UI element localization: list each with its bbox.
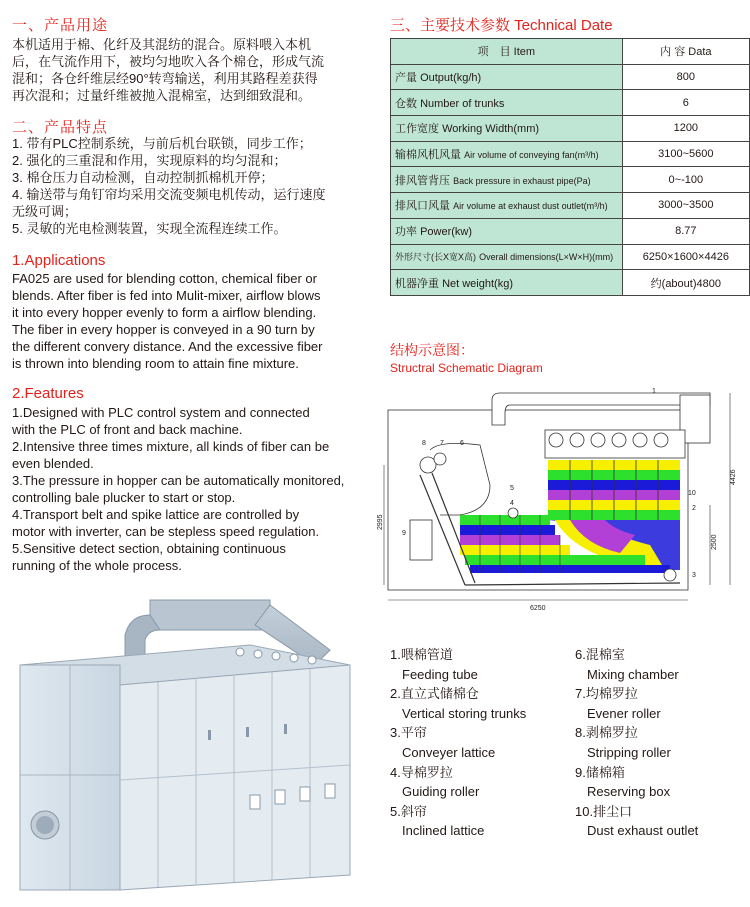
diagram-title-en: Structral Schematic Diagram — [390, 361, 543, 375]
feat-en-line: motor with inverter, can be stepless speed regulation. — [12, 524, 320, 539]
feat-line: 1. 带有PLC控制系统，与前后机台联锁，同步工作； — [12, 136, 312, 151]
app-line: blends. After fiber is fed into Mulit-mixer, airflow blows — [12, 288, 321, 303]
app-line: it into every hopper evenly to form a airflow blending. — [12, 305, 317, 320]
legend-item-en: Feeding tube — [402, 666, 478, 682]
callout-3: 3 — [692, 572, 696, 579]
spec-header-item: 项 目 Item — [391, 39, 623, 65]
legend-item-cn: 10.排尘口 — [575, 803, 633, 819]
spec-row-label — [391, 244, 623, 270]
legend-col2 — [575, 645, 745, 841]
app-title-en: 1.Applications — [12, 252, 106, 269]
spec-cn: 外形尺寸(长X宽X高) — [395, 252, 477, 263]
spec-en: Number of trunks — [420, 97, 505, 110]
spec-row-value: 约(about)4800 — [622, 270, 749, 296]
spec-cn: 排风管背压 — [395, 174, 450, 187]
feat-body-en — [12, 404, 351, 574]
feat-en-line: 5.Sensitive detect section, obtaining continuous — [12, 541, 286, 556]
app-line: is thrown into blending room to attain fine mixture. — [12, 356, 299, 371]
feat-en-line: with the PLC of front and back machine. — [12, 422, 243, 437]
spec-cn: 输棉风机风量 — [395, 149, 461, 162]
spec-row-label — [391, 167, 623, 193]
use-title-cn: 一、产品用途 — [12, 17, 109, 34]
spec-cn: 功率 — [395, 226, 417, 239]
legend-item-cn: 3.平帘 — [390, 725, 427, 741]
callout-7: 7 — [440, 440, 444, 447]
feat-en-line: even blended. — [12, 456, 94, 471]
callout-10: 10 — [688, 490, 696, 497]
feeding-tube — [492, 393, 710, 425]
app-line: the different convery distance. And the excessive fiber — [12, 339, 323, 354]
feat-en-line: 1.Designed with PLC control system and connected — [12, 405, 310, 420]
callout-8: 8 — [422, 440, 426, 447]
spec-row-value: 6 — [622, 90, 749, 116]
callout-9: 9 — [402, 530, 406, 537]
spec-cn: 机器净重 — [395, 277, 439, 290]
legend-item-en: Evener roller — [587, 705, 661, 721]
app-line: FA025 are used for blending cotton, chemical fiber or — [12, 271, 317, 286]
legend-item-cn: 2.直立式储棉仓 — [390, 686, 479, 702]
spec-header-row — [391, 39, 750, 65]
feat-line: 无级可调； — [12, 204, 78, 219]
legend-item-en: Conveyer lattice — [402, 744, 496, 760]
spec-en: Power(kw) — [420, 226, 473, 239]
callout-4: 4 — [510, 500, 514, 507]
spec-row — [391, 167, 750, 193]
spec-en: Net weight(kg) — [442, 277, 513, 290]
spec-row — [391, 270, 750, 296]
feat-line: 2. 强化的三重混和作用，实现原料的均匀混和； — [12, 153, 287, 168]
spec-cn: 仓数 — [395, 97, 417, 110]
legend-item-cn: 8.剥棉罗拉 — [575, 725, 638, 741]
use-line: 本机适用于棉、化纤及其混纺的混合。原料喂入本机 — [12, 37, 312, 52]
spec-row-value: 800 — [622, 64, 749, 90]
dim-height: 4426 — [730, 469, 737, 485]
dim-left: 2995 — [377, 514, 384, 530]
callout-5: 5 — [510, 485, 514, 492]
feat-title-cn: 二、产品特点 — [12, 119, 109, 136]
callout-2: 2 — [692, 505, 696, 512]
feat-en-line: 2.Intensive three times mixture, all kinds of fiber can be — [12, 439, 330, 454]
spec-row-value: 8.77 — [622, 218, 749, 244]
storage-trunks — [548, 460, 680, 520]
spec-row-label — [391, 141, 623, 167]
spec-row-value: 0~-100 — [622, 167, 749, 193]
spec-en: Back pressure in exhaust pipe(Pa) — [453, 175, 591, 186]
feat-en-line: 4.Transport belt and spike lattice are controlled by — [12, 507, 300, 522]
feat-body-cn — [12, 135, 357, 237]
spec-en: Output(kg/h) — [420, 72, 482, 85]
spec-table — [390, 38, 750, 296]
app-line: The fiber in every hopper is conveyed in a 90 turn by — [12, 322, 315, 337]
structure-diagram — [377, 385, 745, 615]
spec-row — [391, 193, 750, 219]
legend-item-en: Stripping roller — [587, 744, 671, 760]
use-body-cn — [12, 36, 357, 104]
spec-row-label — [391, 193, 623, 219]
machine-photo — [10, 590, 355, 900]
spec-row-label — [391, 116, 623, 142]
spec-row — [391, 141, 750, 167]
legend-col1 — [390, 645, 570, 841]
spec-en: Overall dimensions(L×W×H)(mm) — [479, 252, 614, 263]
feat-title-en: 2.Features — [12, 385, 84, 402]
feat-line: 5. 灵敏的光电检测装置，实现全流程连续工作。 — [12, 221, 287, 236]
spec-row-label — [391, 270, 623, 296]
dim-right: 2500 — [711, 534, 718, 550]
spec-row-value: 3000~3500 — [622, 193, 749, 219]
callout-1: 1 — [652, 388, 656, 395]
use-line: 后，在气流作用下，被均匀地吹入各个棉仓，形成气流 — [12, 54, 325, 69]
dim-width: 6250 — [530, 605, 546, 612]
use-line: 再次混和；过量纤维被抛入混棉室，达到细致混和。 — [12, 88, 312, 103]
spec-cn: 工作宽度 — [395, 123, 439, 136]
legend-item-en: Reserving box — [587, 784, 671, 800]
legend-item-en: Inclined lattice — [402, 823, 485, 839]
spec-cn: 排风口风量 — [395, 200, 450, 213]
legend-item-cn: 5.斜帘 — [390, 803, 427, 819]
spec-row — [391, 218, 750, 244]
callout-6: 6 — [460, 440, 464, 447]
feat-en-line: 3.The pressure in hopper can be automatically monitored, — [12, 473, 345, 488]
feat-en-line: running of the whole process. — [12, 558, 182, 573]
spec-row — [391, 64, 750, 90]
legend-item-en: Guiding roller — [402, 784, 480, 800]
feat-en-line: controlling bale plucker to start or stop. — [12, 490, 236, 505]
spec-row — [391, 90, 750, 116]
spec-en: Working Width(mm) — [442, 123, 540, 136]
feat-line: 4. 输送带与角钉帘均采用交流变频电机传动，运行速度 — [12, 187, 326, 202]
spec-row-label — [391, 90, 623, 116]
legend-item-cn: 6.混棉室 — [575, 647, 625, 662]
legend-item-cn: 1.喂棉管道 — [390, 647, 453, 662]
spec-en: Air volume at exhaust dust outlet(m³/h) — [453, 201, 608, 212]
spec-cn: 产量 — [395, 72, 417, 85]
legend-item-cn: 7.均棉罗拉 — [575, 686, 638, 702]
use-line: 混和；各仓纤维层经90°转弯输送，利用其路程差获得 — [12, 71, 318, 86]
legend-item-cn: 4.导棉罗拉 — [390, 764, 453, 780]
spec-row-value: 3100~5600 — [622, 141, 749, 167]
legend-item-cn: 9.储棉箱 — [575, 764, 625, 780]
spec-header-data: 内 容 Data — [622, 39, 749, 65]
spec-title: 三、主要技术参数 Technical Date — [390, 17, 613, 34]
spec-en: Air volume of conveying fan(m³/h) — [464, 150, 599, 161]
feat-line: 3. 棉仓压力自动检测，自动控制抓棉机开停； — [12, 170, 274, 185]
spec-row-label — [391, 218, 623, 244]
spec-row — [391, 244, 750, 270]
spec-row-value: 1200 — [622, 116, 749, 142]
spec-row-value: 6250×1600×4426 — [622, 244, 749, 270]
spec-row — [391, 116, 750, 142]
legend-item-en: Mixing chamber — [587, 666, 679, 682]
diagram-title-cn: 结构示意图： — [390, 342, 474, 358]
legend-item-en: Dust exhaust outlet — [587, 823, 699, 839]
spec-row-label — [391, 64, 623, 90]
legend-item-en: Vertical storing trunks — [402, 705, 527, 721]
app-body-en — [12, 270, 351, 372]
